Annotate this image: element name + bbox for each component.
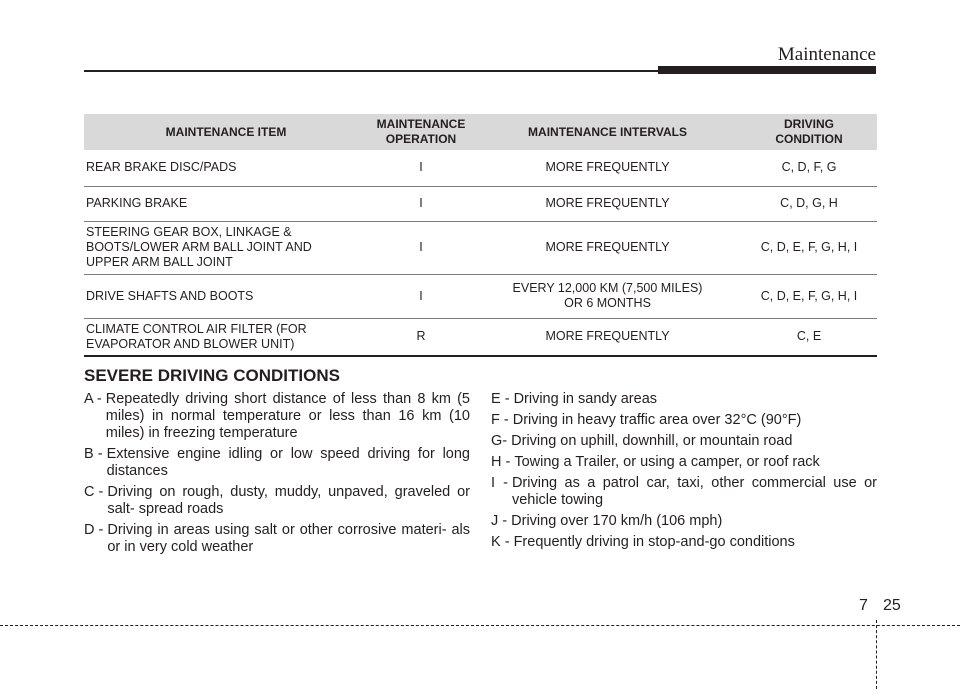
severe-conditions-title: SEVERE DRIVING CONDITIONS xyxy=(84,366,340,385)
condition-item xyxy=(84,446,470,480)
row-interval: MORE FREQUENTLY xyxy=(474,221,741,274)
conditions-column-right xyxy=(491,391,877,555)
row-operation: I xyxy=(368,221,474,274)
condition-item xyxy=(491,433,877,450)
condition-letter: B - xyxy=(84,446,107,462)
row-condition: C, D, E, F, G, H, I xyxy=(741,221,877,274)
table-row xyxy=(84,186,877,221)
section-title: Maintenance xyxy=(777,44,876,65)
row-item: DRIVE SHAFTS AND BOOTS xyxy=(84,274,368,318)
table-header-row xyxy=(84,114,877,150)
condition-item xyxy=(491,412,877,429)
row-condition: C, E xyxy=(741,318,877,356)
table-row xyxy=(84,318,877,356)
column-header-condition: DRIVING CONDITION xyxy=(741,114,877,150)
condition-letter: D - xyxy=(84,522,108,538)
footer-rule xyxy=(0,625,960,626)
condition-item xyxy=(491,391,877,408)
condition-letter: K - xyxy=(491,534,514,550)
condition-letter: E - xyxy=(491,391,514,407)
row-operation: R xyxy=(368,318,474,356)
condition-text: Driving over 170 km/h (106 mph) xyxy=(511,513,723,529)
condition-letter: C - xyxy=(84,484,108,500)
row-condition: C, D, G, H xyxy=(741,186,877,221)
header-rule-thick xyxy=(658,66,876,74)
condition-letter: G- xyxy=(491,433,512,449)
row-item: STEERING GEAR BOX, LINKAGE & BOOTS/LOWER ARM BALL JOINT AND UPPER ARM BALL JOINT xyxy=(84,221,368,274)
table-row xyxy=(84,150,877,186)
condition-text: Driving on uphill, downhill, or mountain road xyxy=(511,433,793,449)
column-header-item: MAINTENANCE ITEM xyxy=(84,114,368,150)
row-interval: MORE FREQUENTLY xyxy=(474,318,741,356)
row-operation: I xyxy=(368,186,474,221)
row-interval: EVERY 12,000 KM (7,500 MILES) OR 6 MONTHS xyxy=(474,274,741,318)
condition-text: Extensive engine idling or low speed driving for long distances xyxy=(106,446,470,479)
column-header-intervals: MAINTENANCE INTERVALS xyxy=(474,114,741,150)
condition-text: Driving in areas using salt or other corrosive materi- als or in very cold weather xyxy=(107,522,470,555)
condition-text: Towing a Trailer, or using a camper, or roof rack xyxy=(514,454,820,470)
condition-letter: F - xyxy=(491,412,513,428)
column-header-operation: MAINTENANCE OPERATION xyxy=(368,114,474,150)
condition-letter: I - xyxy=(491,475,512,491)
row-item: CLIMATE CONTROL AIR FILTER (FOR EVAPORATOR AND BLOWER UNIT) xyxy=(84,318,368,356)
condition-text: Driving as a patrol car, taxi, other commercial use or vehicle towing xyxy=(511,475,877,508)
maintenance-table xyxy=(84,114,877,357)
table-row xyxy=(84,221,877,274)
condition-letter: A - xyxy=(84,391,106,407)
row-item: REAR BRAKE DISC/PADS xyxy=(84,150,368,186)
footer-divider xyxy=(876,620,878,689)
conditions-column-left xyxy=(84,391,470,560)
row-condition: C, D, E, F, G, H, I xyxy=(741,274,877,318)
condition-text: Frequently driving in stop-and-go conditions xyxy=(513,534,795,550)
condition-item xyxy=(84,391,470,442)
row-operation: I xyxy=(368,274,474,318)
condition-text: Driving in sandy areas xyxy=(513,391,658,407)
condition-text: Repeatedly driving short distance of less than 8 km (5 miles) in normal temperature or less than 16 km (10 miles) in freezing temperature xyxy=(105,391,470,441)
condition-item xyxy=(84,522,470,556)
condition-text: Driving in heavy traffic area over 32°C (90°F) xyxy=(512,412,802,428)
condition-item xyxy=(491,454,877,471)
condition-item xyxy=(491,475,877,509)
condition-item xyxy=(491,513,877,530)
condition-letter: J - xyxy=(491,513,512,529)
condition-letter: H - xyxy=(491,454,515,470)
row-condition: C, D, F, G xyxy=(741,150,877,186)
chapter-number: 7 xyxy=(859,597,868,614)
condition-item xyxy=(491,534,877,551)
table-row xyxy=(84,274,877,318)
row-item: PARKING BRAKE xyxy=(84,186,368,221)
row-operation: I xyxy=(368,150,474,186)
row-interval: MORE FREQUENTLY xyxy=(474,150,741,186)
header-rule-thin xyxy=(84,70,660,72)
condition-text: Driving on rough, dusty, muddy, unpaved, graveled or salt- spread roads xyxy=(107,484,470,517)
row-interval: MORE FREQUENTLY xyxy=(474,186,741,221)
page-number: 25 xyxy=(883,597,901,614)
condition-item xyxy=(84,484,470,518)
